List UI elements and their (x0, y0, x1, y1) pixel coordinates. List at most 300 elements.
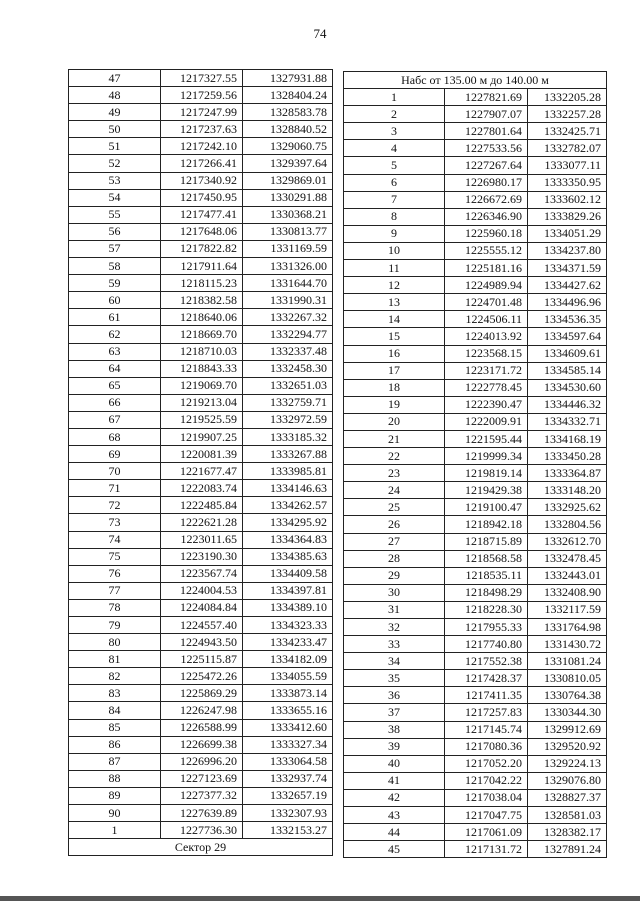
table-row (69, 668, 333, 685)
y-coordinate: 1329224.13 (528, 755, 607, 772)
point-number: 16 (344, 345, 445, 362)
point-number: 36 (344, 687, 445, 704)
x-coordinate: 1223190.30 (161, 548, 243, 565)
table-row (69, 240, 333, 257)
y-coordinate: 1334530.60 (528, 379, 607, 396)
x-coordinate: 1221595.44 (445, 430, 528, 447)
point-number: 4 (344, 140, 445, 157)
x-coordinate: 1226980.17 (445, 174, 528, 191)
coordinates-table-right (343, 71, 607, 858)
table-header-row (344, 72, 607, 89)
table-row (69, 206, 333, 223)
point-number: 30 (344, 584, 445, 601)
point-number: 90 (69, 805, 161, 822)
x-coordinate: 1218710.03 (161, 343, 243, 360)
y-coordinate: 1329869.01 (243, 172, 333, 189)
x-coordinate: 1218715.89 (445, 533, 528, 550)
table-row (344, 362, 607, 379)
y-coordinate: 1330810.05 (528, 670, 607, 687)
table-row (69, 394, 333, 411)
table-row (344, 106, 607, 123)
table-row (344, 430, 607, 447)
point-number: 41 (344, 772, 445, 789)
table-row (344, 328, 607, 345)
y-coordinate: 1333350.95 (528, 174, 607, 191)
table-row (344, 448, 607, 465)
table-row (344, 721, 607, 738)
x-coordinate: 1217237.63 (161, 121, 243, 138)
table-row (344, 807, 607, 824)
y-coordinate: 1332307.93 (243, 805, 333, 822)
y-coordinate: 1332205.28 (528, 89, 607, 106)
point-number: 58 (69, 258, 161, 275)
y-coordinate: 1329912.69 (528, 721, 607, 738)
table-row (69, 360, 333, 377)
point-number: 53 (69, 172, 161, 189)
table-row (344, 824, 607, 841)
y-coordinate: 1333148.20 (528, 482, 607, 499)
x-coordinate: 1217247.99 (161, 104, 243, 121)
y-coordinate: 1331990.31 (243, 292, 333, 309)
x-coordinate: 1227907.07 (445, 106, 528, 123)
point-number: 82 (69, 668, 161, 685)
x-coordinate: 1224004.53 (161, 582, 243, 599)
point-number: 54 (69, 189, 161, 206)
y-coordinate: 1334389.10 (243, 599, 333, 616)
y-coordinate: 1328827.37 (528, 789, 607, 806)
x-coordinate: 1224701.48 (445, 294, 528, 311)
point-number: 88 (69, 770, 161, 787)
x-coordinate: 1224084.84 (161, 599, 243, 616)
y-coordinate: 1330368.21 (243, 206, 333, 223)
table-row (69, 326, 333, 343)
table-row (344, 465, 607, 482)
x-coordinate: 1222778.45 (445, 379, 528, 396)
y-coordinate: 1333450.28 (528, 448, 607, 465)
point-number: 25 (344, 499, 445, 516)
y-coordinate: 1334168.19 (528, 430, 607, 447)
point-number: 47 (69, 70, 161, 87)
table-row (344, 277, 607, 294)
x-coordinate: 1219819.14 (445, 465, 528, 482)
x-coordinate: 1218942.18 (445, 516, 528, 533)
y-coordinate: 1334609.61 (528, 345, 607, 362)
y-coordinate: 1333412.60 (243, 719, 333, 736)
point-number: 68 (69, 428, 161, 445)
x-coordinate: 1225115.87 (161, 651, 243, 668)
point-number: 67 (69, 411, 161, 428)
point-number: 31 (344, 601, 445, 618)
y-coordinate: 1328382.17 (528, 824, 607, 841)
y-coordinate: 1334364.83 (243, 531, 333, 548)
x-coordinate: 1219429.38 (445, 482, 528, 499)
table-row (344, 174, 607, 191)
x-coordinate: 1218115.23 (161, 275, 243, 292)
y-coordinate: 1332782.07 (528, 140, 607, 157)
x-coordinate: 1222621.28 (161, 514, 243, 531)
point-number: 19 (344, 396, 445, 413)
point-number: 83 (69, 685, 161, 702)
table-row (69, 258, 333, 275)
x-coordinate: 1217648.06 (161, 223, 243, 240)
x-coordinate: 1218843.33 (161, 360, 243, 377)
table-row (344, 311, 607, 328)
table-row (344, 516, 607, 533)
x-coordinate: 1218568.58 (445, 550, 528, 567)
point-number: 39 (344, 738, 445, 755)
point-number: 84 (69, 702, 161, 719)
table-row (69, 497, 333, 514)
point-number: 51 (69, 138, 161, 155)
point-number: 77 (69, 582, 161, 599)
table-row (344, 601, 607, 618)
point-number: 55 (69, 206, 161, 223)
y-coordinate: 1333602.12 (528, 191, 607, 208)
table-row (344, 225, 607, 242)
table-row (69, 446, 333, 463)
x-coordinate: 1219100.47 (445, 499, 528, 516)
x-coordinate: 1227639.89 (161, 805, 243, 822)
y-coordinate: 1328840.52 (243, 121, 333, 138)
y-coordinate: 1333327.34 (243, 736, 333, 753)
point-number: 18 (344, 379, 445, 396)
point-number: 29 (344, 567, 445, 584)
table-row (344, 242, 607, 259)
point-number: 48 (69, 87, 161, 104)
y-coordinate: 1334536.35 (528, 311, 607, 328)
y-coordinate: 1327891.24 (528, 841, 607, 858)
y-coordinate: 1332337.48 (243, 343, 333, 360)
point-number: 7 (344, 191, 445, 208)
y-coordinate: 1334323.33 (243, 617, 333, 634)
point-number: 40 (344, 755, 445, 772)
x-coordinate: 1217242.10 (161, 138, 243, 155)
x-coordinate: 1222485.84 (161, 497, 243, 514)
point-number: 62 (69, 326, 161, 343)
table-row (344, 687, 607, 704)
table-row (344, 396, 607, 413)
x-coordinate: 1225960.18 (445, 225, 528, 242)
x-coordinate: 1217042.22 (445, 772, 528, 789)
table-row (69, 685, 333, 702)
x-coordinate: 1217061.09 (445, 824, 528, 841)
y-coordinate: 1334182.09 (243, 651, 333, 668)
x-coordinate: 1227123.69 (161, 770, 243, 787)
x-coordinate: 1224557.40 (161, 617, 243, 634)
x-coordinate: 1227267.64 (445, 157, 528, 174)
point-number: 78 (69, 599, 161, 616)
table-row (69, 753, 333, 770)
x-coordinate: 1227801.64 (445, 123, 528, 140)
table-row (344, 755, 607, 772)
x-coordinate: 1226996.20 (161, 753, 243, 770)
x-coordinate: 1227821.69 (445, 89, 528, 106)
point-number: 56 (69, 223, 161, 240)
x-coordinate: 1217428.37 (445, 670, 528, 687)
sector-label: Сектор 29 (69, 839, 333, 856)
table-row (344, 260, 607, 277)
point-number: 1 (69, 822, 161, 839)
x-coordinate: 1217411.35 (445, 687, 528, 704)
x-coordinate: 1225555.12 (445, 242, 528, 259)
table-row (69, 599, 333, 616)
table-row (69, 617, 333, 634)
table-row (69, 121, 333, 138)
y-coordinate: 1330344.30 (528, 704, 607, 721)
point-number: 8 (344, 208, 445, 225)
x-coordinate: 1227377.32 (161, 787, 243, 804)
y-coordinate: 1332804.56 (528, 516, 607, 533)
x-coordinate: 1218640.06 (161, 309, 243, 326)
point-number: 10 (344, 242, 445, 259)
table-row (69, 787, 333, 804)
point-number: 33 (344, 636, 445, 653)
y-coordinate: 1333985.81 (243, 463, 333, 480)
x-coordinate: 1223568.15 (445, 345, 528, 362)
table-row (344, 584, 607, 601)
table-row (69, 634, 333, 651)
y-coordinate: 1332458.30 (243, 360, 333, 377)
y-coordinate: 1334496.96 (528, 294, 607, 311)
table-row (69, 463, 333, 480)
point-number: 57 (69, 240, 161, 257)
y-coordinate: 1334597.64 (528, 328, 607, 345)
point-number: 5 (344, 157, 445, 174)
y-coordinate: 1332443.01 (528, 567, 607, 584)
table-row (69, 309, 333, 326)
y-coordinate: 1332759.71 (243, 394, 333, 411)
table-row (344, 379, 607, 396)
table-row (69, 736, 333, 753)
table-row (344, 345, 607, 362)
x-coordinate: 1219525.59 (161, 411, 243, 428)
table-row (69, 582, 333, 599)
y-coordinate: 1330291.88 (243, 189, 333, 206)
x-coordinate: 1222083.74 (161, 480, 243, 497)
point-number: 61 (69, 309, 161, 326)
point-number: 44 (344, 824, 445, 841)
y-coordinate: 1334385.63 (243, 548, 333, 565)
point-number: 52 (69, 155, 161, 172)
table-row (344, 841, 607, 858)
point-number: 50 (69, 121, 161, 138)
y-coordinate: 1334233.47 (243, 634, 333, 651)
table-row (69, 155, 333, 172)
y-coordinate: 1333267.88 (243, 446, 333, 463)
x-coordinate: 1217257.83 (445, 704, 528, 721)
x-coordinate: 1224989.94 (445, 277, 528, 294)
y-coordinate: 1330764.38 (528, 687, 607, 704)
table-row (344, 789, 607, 806)
table-row (69, 770, 333, 787)
point-number: 12 (344, 277, 445, 294)
y-coordinate: 1333829.26 (528, 208, 607, 225)
y-coordinate: 1333873.14 (243, 685, 333, 702)
y-coordinate: 1334585.14 (528, 362, 607, 379)
y-coordinate: 1334146.63 (243, 480, 333, 497)
point-number: 71 (69, 480, 161, 497)
y-coordinate: 1333077.11 (528, 157, 607, 174)
x-coordinate: 1227736.30 (161, 822, 243, 839)
x-coordinate: 1223171.72 (445, 362, 528, 379)
y-coordinate: 1328404.24 (243, 87, 333, 104)
x-coordinate: 1225869.29 (161, 685, 243, 702)
point-number: 26 (344, 516, 445, 533)
table-row (69, 172, 333, 189)
table-row (69, 70, 333, 87)
x-coordinate: 1223011.65 (161, 531, 243, 548)
table-row (69, 275, 333, 292)
table-row (69, 531, 333, 548)
x-coordinate: 1217450.95 (161, 189, 243, 206)
y-coordinate: 1333185.32 (243, 428, 333, 445)
x-coordinate: 1221677.47 (161, 463, 243, 480)
table-row (69, 138, 333, 155)
point-number: 45 (344, 841, 445, 858)
table-row (344, 670, 607, 687)
point-number: 6 (344, 174, 445, 191)
x-coordinate: 1217955.33 (445, 619, 528, 636)
x-coordinate: 1217080.36 (445, 738, 528, 755)
table-row (69, 87, 333, 104)
point-number: 1 (344, 89, 445, 106)
point-number: 35 (344, 670, 445, 687)
x-coordinate: 1217038.04 (445, 789, 528, 806)
x-coordinate: 1217047.75 (445, 807, 528, 824)
table-row (344, 772, 607, 789)
point-number: 74 (69, 531, 161, 548)
table-row (69, 480, 333, 497)
point-number: 9 (344, 225, 445, 242)
point-number: 37 (344, 704, 445, 721)
x-coordinate: 1219213.04 (161, 394, 243, 411)
y-coordinate: 1332612.70 (528, 533, 607, 550)
table-row (344, 191, 607, 208)
x-coordinate: 1224943.50 (161, 634, 243, 651)
point-number: 63 (69, 343, 161, 360)
y-coordinate: 1334397.81 (243, 582, 333, 599)
y-coordinate: 1329397.64 (243, 155, 333, 172)
y-coordinate: 1332408.90 (528, 584, 607, 601)
x-coordinate: 1217266.41 (161, 155, 243, 172)
x-coordinate: 1218498.29 (445, 584, 528, 601)
coordinates-table-left (68, 69, 333, 856)
table-row (344, 208, 607, 225)
table-row (69, 822, 333, 839)
x-coordinate: 1223567.74 (161, 565, 243, 582)
x-coordinate: 1226247.98 (161, 702, 243, 719)
y-coordinate: 1334237.80 (528, 242, 607, 259)
point-number: 21 (344, 430, 445, 447)
y-coordinate: 1332257.28 (528, 106, 607, 123)
point-number: 15 (344, 328, 445, 345)
point-number: 28 (344, 550, 445, 567)
x-coordinate: 1217552.38 (445, 653, 528, 670)
x-coordinate: 1217740.80 (445, 636, 528, 653)
x-coordinate: 1218535.11 (445, 567, 528, 584)
table-row (69, 292, 333, 309)
table-footer-row (69, 839, 333, 856)
table-row (69, 189, 333, 206)
y-coordinate: 1332925.62 (528, 499, 607, 516)
table-row (344, 619, 607, 636)
y-coordinate: 1330813.77 (243, 223, 333, 240)
point-number: 14 (344, 311, 445, 328)
y-coordinate: 1334446.32 (528, 396, 607, 413)
point-number: 70 (69, 463, 161, 480)
y-coordinate: 1332651.03 (243, 377, 333, 394)
y-coordinate: 1334371.59 (528, 260, 607, 277)
table-row (344, 157, 607, 174)
x-coordinate: 1220081.39 (161, 446, 243, 463)
y-coordinate: 1334051.29 (528, 225, 607, 242)
table-row (69, 343, 333, 360)
table-row (344, 294, 607, 311)
x-coordinate: 1217145.74 (445, 721, 528, 738)
x-coordinate: 1222009.91 (445, 413, 528, 430)
y-coordinate: 1332294.77 (243, 326, 333, 343)
y-coordinate: 1332153.27 (243, 822, 333, 839)
table-row (344, 533, 607, 550)
table-row (69, 565, 333, 582)
table-row (69, 548, 333, 565)
y-coordinate: 1334295.92 (243, 514, 333, 531)
point-number: 32 (344, 619, 445, 636)
y-coordinate: 1333364.87 (528, 465, 607, 482)
table-row (344, 704, 607, 721)
page-bottom-edge (0, 896, 640, 901)
x-coordinate: 1226699.38 (161, 736, 243, 753)
point-number: 17 (344, 362, 445, 379)
y-coordinate: 1334427.62 (528, 277, 607, 294)
table-row (344, 413, 607, 430)
point-number: 42 (344, 789, 445, 806)
x-coordinate: 1224506.11 (445, 311, 528, 328)
table-row (344, 567, 607, 584)
table-row (69, 411, 333, 428)
point-number: 75 (69, 548, 161, 565)
point-number: 60 (69, 292, 161, 309)
y-coordinate: 1328583.78 (243, 104, 333, 121)
table-row (344, 636, 607, 653)
y-coordinate: 1329060.75 (243, 138, 333, 155)
y-coordinate: 1329076.80 (528, 772, 607, 789)
point-number: 38 (344, 721, 445, 738)
x-coordinate: 1219999.34 (445, 448, 528, 465)
point-number: 2 (344, 106, 445, 123)
table-row (344, 89, 607, 106)
table-row (344, 550, 607, 567)
x-coordinate: 1217327.55 (161, 70, 243, 87)
x-coordinate: 1226346.90 (445, 208, 528, 225)
y-coordinate: 1334262.57 (243, 497, 333, 514)
table-row (344, 499, 607, 516)
elevation-range-header: Набс от 135.00 м до 140.00 м (344, 72, 607, 89)
x-coordinate: 1227533.56 (445, 140, 528, 157)
x-coordinate: 1218228.30 (445, 601, 528, 618)
point-number: 22 (344, 448, 445, 465)
point-number: 87 (69, 753, 161, 770)
x-coordinate: 1217131.72 (445, 841, 528, 858)
x-coordinate: 1217340.92 (161, 172, 243, 189)
table-row (69, 702, 333, 719)
x-coordinate: 1222390.47 (445, 396, 528, 413)
x-coordinate: 1217911.64 (161, 258, 243, 275)
y-coordinate: 1332117.59 (528, 601, 607, 618)
page-number: 74 (313, 26, 327, 41)
point-number: 64 (69, 360, 161, 377)
point-number: 20 (344, 413, 445, 430)
